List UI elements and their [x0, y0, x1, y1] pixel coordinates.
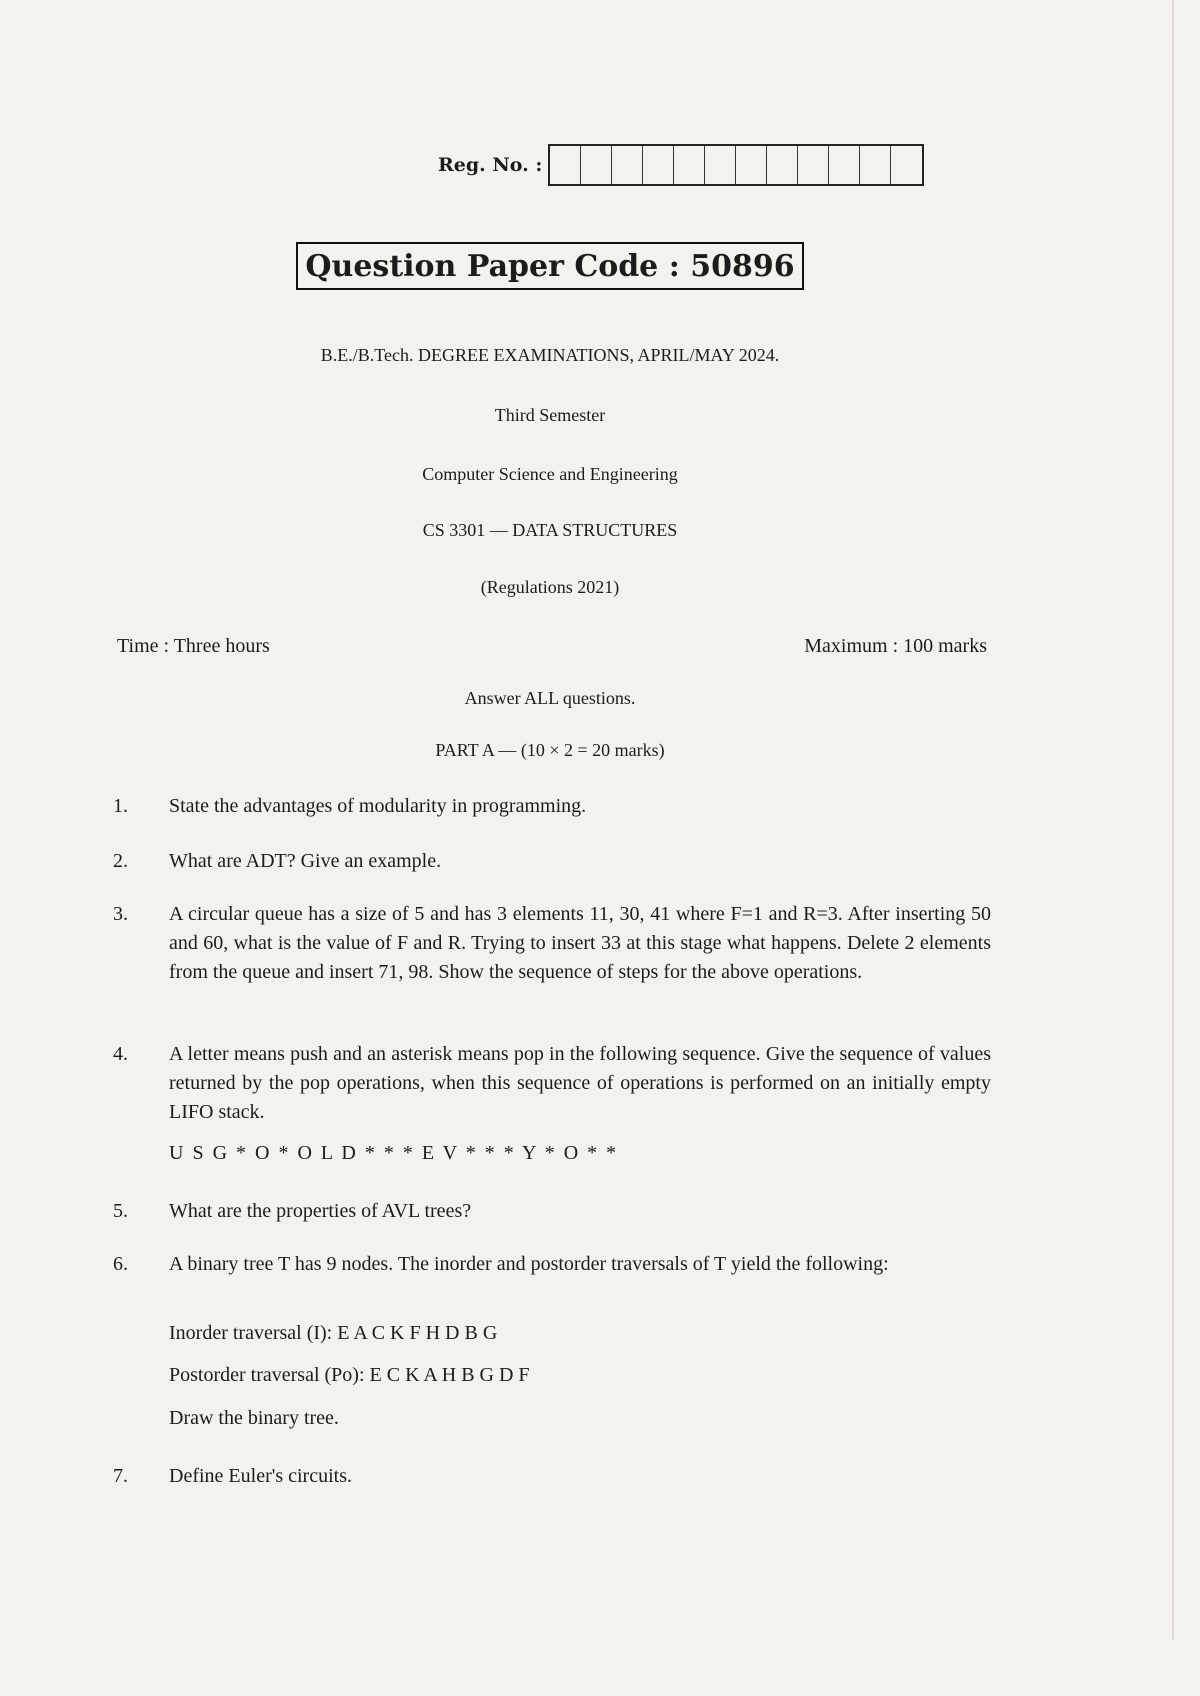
regulations: (Regulations 2021) [480, 577, 620, 597]
question-paper-code-text: Question Paper Code : 50896 [305, 248, 795, 284]
course-title: CS 3301 — DATA STRUCTURES [422, 520, 678, 540]
reg-number-box [705, 146, 736, 184]
reg-number-box [767, 146, 798, 184]
question-text: What are ADT? Give an example. [169, 850, 442, 872]
question-text: A binary tree T has 9 nodes. The inorder and postorder traversals of T yield the following: [169, 1253, 889, 1275]
question-6 [113, 1250, 993, 1308]
reg-number-box [891, 146, 922, 184]
question-5 [113, 1197, 993, 1226]
semester: Third Semester [494, 405, 606, 425]
part-a-heading: PART A — (10 × 2 = 20 marks) [435, 740, 665, 760]
page-edge-line [1172, 0, 1174, 1640]
question-text: A circular queue has a size of 5 and has 3 elements 11, 30, 41 where F=1 and R=3. After inserting 50 and 60, what is the value of F and R. Trying to insert 33 at this stage what happens. Delete 2 elements from the queue and insert 71, 98. Show the sequence of steps for the above operations. [169, 903, 991, 983]
exam-time: Time : Three hours [117, 635, 270, 657]
reg-number-box [736, 146, 767, 184]
max-marks: Maximum : 100 marks [804, 635, 987, 657]
question-number: 7. [113, 1465, 128, 1487]
branch: Computer Science and Engineering [422, 464, 678, 484]
reg-number-box [581, 146, 612, 184]
reg-number-box [860, 146, 891, 184]
reg-number-row [438, 144, 924, 186]
question-7 [113, 1462, 993, 1491]
question-text: Define Euler's circuits. [169, 1465, 352, 1487]
question-number: 3. [113, 903, 128, 925]
reg-number-box [643, 146, 674, 184]
reg-number-box [612, 146, 643, 184]
question-3 [113, 900, 993, 1016]
question-number: 6. [113, 1253, 128, 1275]
question-text: A letter means push and an asterisk means pop in the following sequence. Give the sequence of values returned by the pop operations, when this sequence of operations is performed on an initially empty LIFO stack. [169, 1043, 991, 1123]
draw-tree-instruction: Draw the binary tree. [169, 1407, 339, 1429]
question-number: 1. [113, 795, 128, 817]
reg-number-box [829, 146, 860, 184]
instruction: Answer ALL questions. [464, 688, 636, 708]
question-paper-code [296, 242, 804, 290]
question-number: 4. [113, 1043, 128, 1065]
exam-title: B.E./B.Tech. DEGREE EXAMINATIONS, APRIL/MAY 2024. [320, 345, 780, 365]
question-2 [113, 847, 993, 876]
question-text: What are the properties of AVL trees? [169, 1200, 472, 1222]
question-4 [113, 1040, 993, 1127]
question-number: 5. [113, 1200, 128, 1222]
time-marks-row [117, 635, 987, 658]
reg-number-boxes [548, 144, 924, 186]
reg-number-box [550, 146, 581, 184]
question-number: 2. [113, 850, 128, 872]
postorder-traversal: Postorder traversal (Po): E C K A H B G D F [169, 1364, 530, 1386]
reg-number-label: Reg. No. : [438, 154, 543, 176]
inorder-traversal: Inorder traversal (I): E A C K F H D B G [169, 1322, 498, 1344]
reg-number-box [798, 146, 829, 184]
stack-sequence: U S G * O * O L D * * * E V * * * Y * O * * [169, 1142, 619, 1164]
reg-number-box [674, 146, 705, 184]
question-1 [113, 792, 993, 821]
question-text: State the advantages of modularity in programming. [169, 795, 587, 817]
